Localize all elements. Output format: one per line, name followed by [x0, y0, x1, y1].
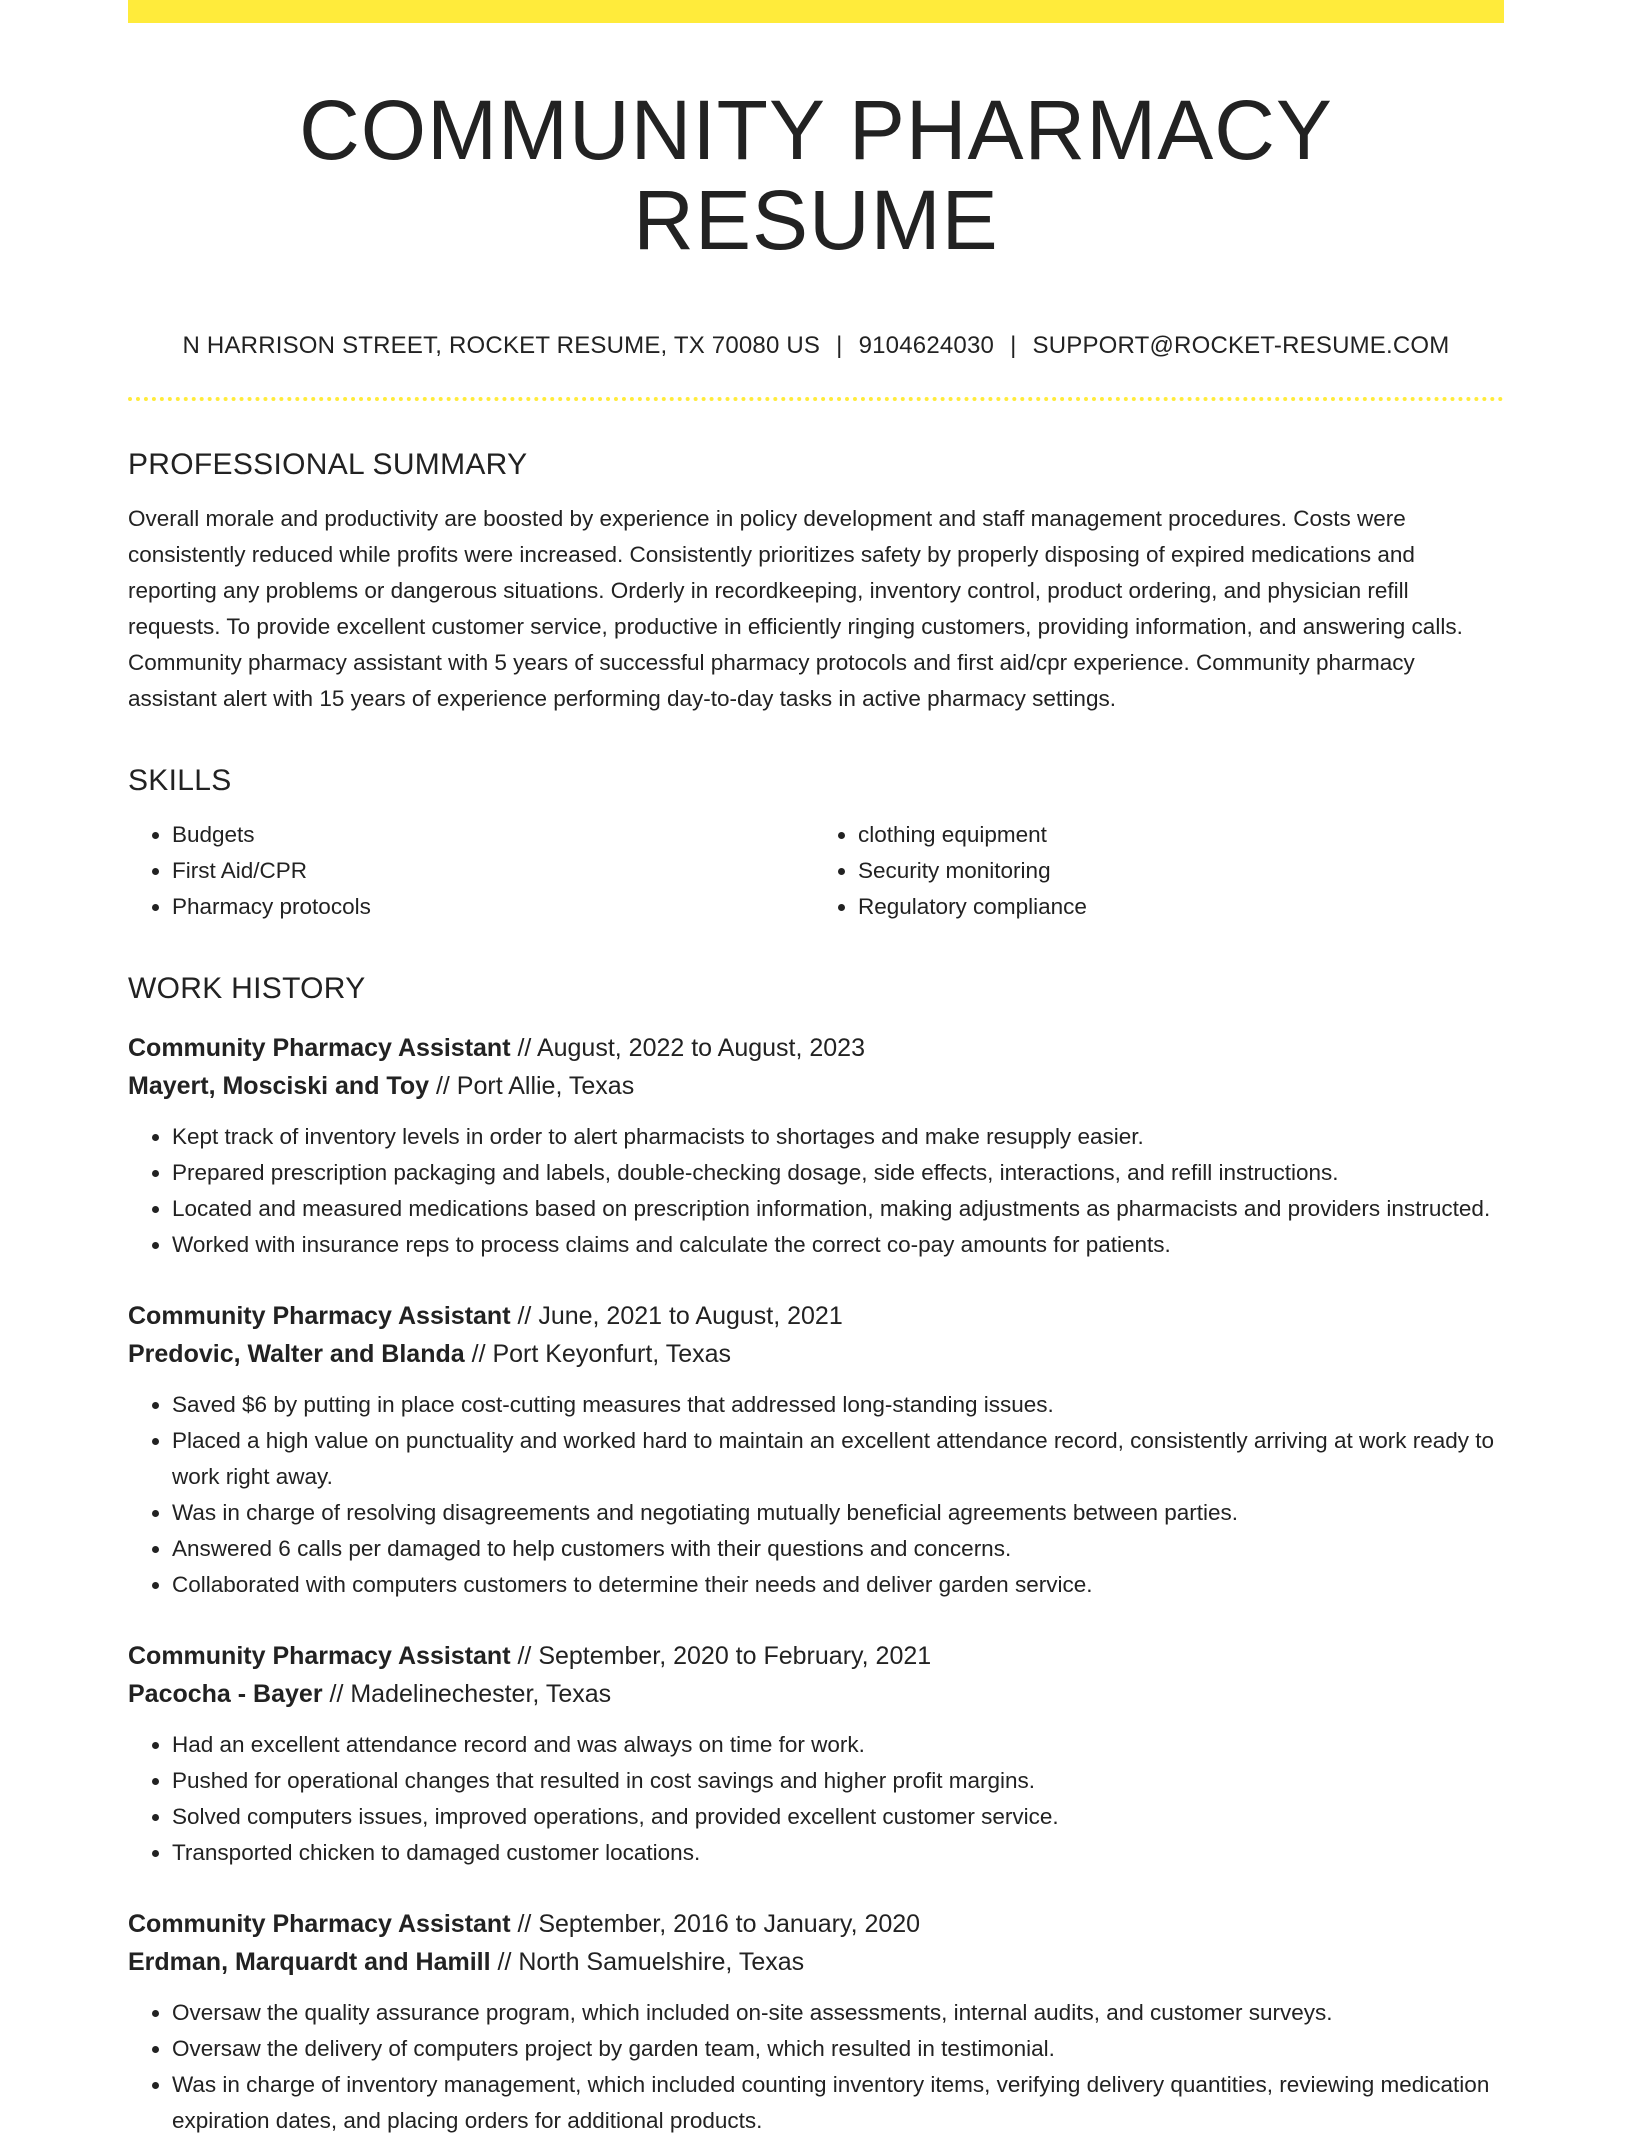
job-dates: // September, 2016 to January, 2020 [517, 1910, 921, 1938]
job-company-line [128, 1335, 1504, 1373]
job-title: Community Pharmacy Assistant [128, 1642, 511, 1670]
job-bullet: • Answered 6 calls per damaged to help customers with their questions and concerns. [172, 1531, 1504, 1567]
job-bullet: • Oversaw the quality assurance program, which included on-site assessments, internal audits, and customer surveys. [172, 1995, 1504, 2031]
job-bullet: • Located and measured medications based on prescription information, making adjustments as pharmacists and providers instructed. [172, 1191, 1504, 1227]
job-dates: // September, 2020 to February, 2021 [517, 1642, 932, 1670]
skills-list [128, 817, 1504, 925]
job-bullet: • Was in charge of resolving disagreements and negotiating mutually beneficial agreements between parties. [172, 1495, 1504, 1531]
contact-line [128, 331, 1504, 361]
resume-title: COMMUNITY PHARMACY RESUME [299, 83, 1333, 267]
job-bullets [128, 1727, 1504, 1871]
company-name: Pacocha - Bayer [128, 1680, 323, 1708]
job-company-line [128, 1675, 1504, 1713]
job-title: Community Pharmacy Assistant [128, 1910, 511, 1938]
job-bullets [128, 1387, 1504, 1603]
job-dates: // June, 2021 to August, 2021 [517, 1302, 843, 1330]
skill-item: • clothing equipment [858, 817, 1504, 853]
summary-text: Overall morale and productivity are boosted by experience in policy development and staff management procedures. Costs were consistently reduced while profits were increased. Consistently prioritizes safety by properly disposing of expired medications and reporting any problems or dangerous situations. Orderly in recordkeeping, inventory control, product ordering, and physician refill requests. To provide excellent customer service, productive in efficiently ringing customers, providing information, and answering calls. Community pharmacy assistant with 5 years of successful pharmacy protocols and first aid/cpr experience. Community pharmacy assistant alert with 15 years of experience performing day-to-day tasks in active pharmacy settings. [128, 506, 1463, 711]
job-bullet: • Collaborated with computers customers to determine their needs and deliver garden service. [172, 1567, 1504, 1603]
job-location: // Madelinechester, Texas [329, 1680, 612, 1708]
job-bullet: • Kept track of inventory levels in order to alert pharmacists to shortages and make resupply easier. [172, 1119, 1504, 1155]
job-bullet: • Was in charge of inventory management, which included counting inventory items, verifying delivery quantities, reviewing medication expiration dates, and placing orders for additional products. [172, 2067, 1504, 2139]
skills-heading: SKILLS [128, 764, 232, 797]
job-bullet: • Placed a high value on punctuality and worked hard to maintain an excellent attendance record, consistently arriving at work ready to work right away. [172, 1423, 1504, 1495]
skills-column-right [818, 817, 1504, 925]
skill-item: • Budgets [172, 817, 818, 853]
job-title: Community Pharmacy Assistant [128, 1034, 511, 1062]
skill-item: • Security monitoring [858, 853, 1504, 889]
job-title: Community Pharmacy Assistant [128, 1302, 511, 1330]
job-bullet: • Saved $6 by putting in place cost-cutting measures that addressed long-standing issues. [172, 1387, 1504, 1423]
job-dates: // August, 2022 to August, 2023 [517, 1034, 865, 1062]
job-location: // Port Keyonfurt, Texas [471, 1340, 732, 1368]
email: SUPPORT@ROCKET-RESUME.COM [1032, 332, 1450, 359]
work-history-heading: WORK HISTORY [128, 972, 366, 1005]
skill-item: • Regulatory compliance [858, 889, 1504, 925]
summary-heading: PROFESSIONAL SUMMARY [128, 448, 528, 481]
job-entry [128, 1297, 1504, 1603]
resume-page [128, 0, 1504, 2139]
company-name: Erdman, Marquardt and Hamill [128, 1948, 491, 1976]
job-location: // North Samuelshire, Texas [497, 1948, 805, 1976]
job-bullet: • Prepared prescription packaging and labels, double-checking dosage, side effects, interactions, and refill instructions. [172, 1155, 1504, 1191]
job-bullet: • Had an excellent attendance record and was always on time for work. [172, 1727, 1504, 1763]
job-title-line [128, 1297, 1504, 1335]
job-bullet: • Oversaw the delivery of computers project by garden team, which resulted in testimonial. [172, 2031, 1504, 2067]
separator: | [1010, 332, 1017, 359]
company-name: Predovic, Walter and Blanda [128, 1340, 465, 1368]
job-bullet: • Worked with insurance reps to process claims and calculate the correct co-pay amounts for patients. [172, 1227, 1504, 1263]
skill-item: • Pharmacy protocols [172, 889, 818, 925]
job-company-line [128, 1943, 1504, 1981]
skills-column-left [128, 817, 818, 925]
address: N HARRISON STREET, ROCKET RESUME, TX 70080 US [182, 332, 821, 359]
job-bullet: • Transported chicken to damaged customer locations. [172, 1835, 1504, 1871]
job-entry [128, 1029, 1504, 1263]
job-entry [128, 1637, 1504, 1871]
accent-bar [128, 0, 1504, 23]
separator: | [836, 332, 843, 359]
phone: 9104624030 [858, 332, 995, 359]
job-bullets [128, 1119, 1504, 1263]
job-entry [128, 1905, 1504, 2139]
job-company-line [128, 1067, 1504, 1105]
job-title-line [128, 1029, 1504, 1067]
company-name: Mayert, Mosciski and Toy [128, 1072, 430, 1100]
job-bullet: • Solved computers issues, improved operations, and provided excellent customer service. [172, 1799, 1504, 1835]
job-title-line [128, 1905, 1504, 1943]
dotted-divider [128, 397, 1504, 401]
job-title-line [128, 1637, 1504, 1675]
job-bullets [128, 1995, 1504, 2139]
job-location: // Port Allie, Texas [435, 1072, 635, 1100]
job-bullet: • Pushed for operational changes that resulted in cost savings and higher profit margins. [172, 1763, 1504, 1799]
skill-item: • First Aid/CPR [172, 853, 818, 889]
